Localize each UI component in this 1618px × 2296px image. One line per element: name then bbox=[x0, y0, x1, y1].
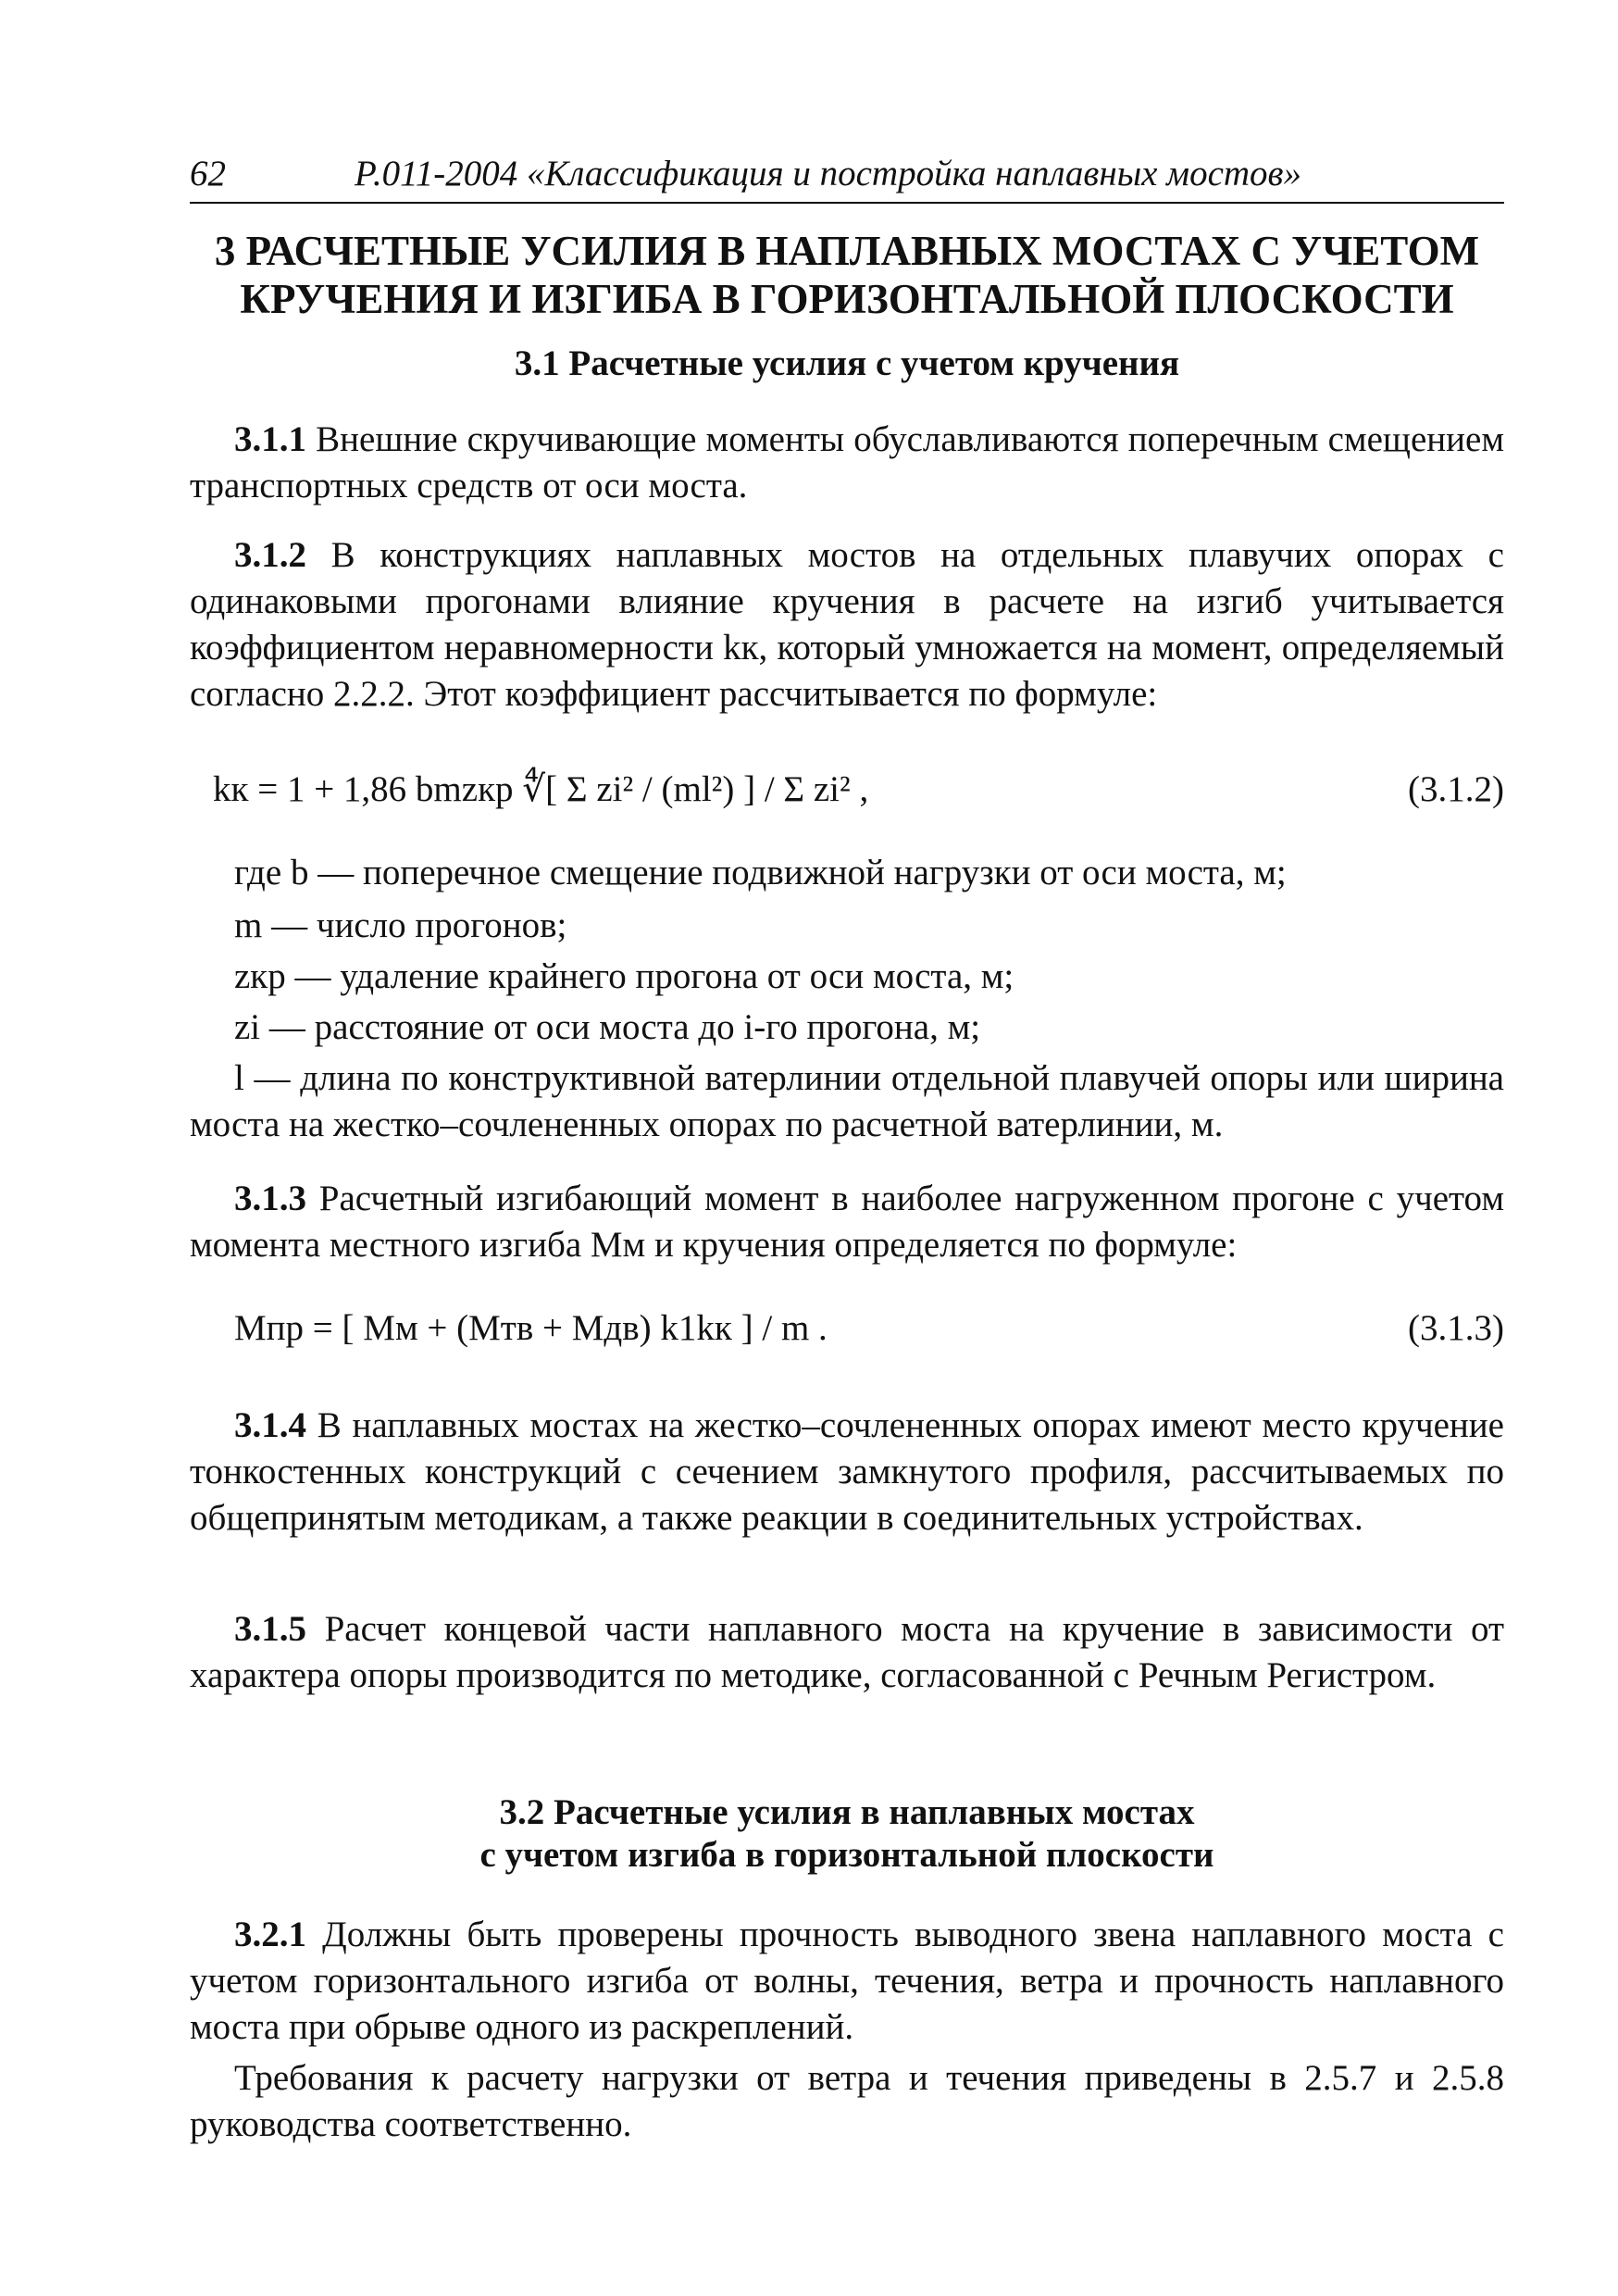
section-3-title-line2: КРУЧЕНИЯ И ИЗГИБА В ГОРИЗОНТАЛЬНОЙ ПЛОСКОСТИ bbox=[240, 276, 1454, 322]
section-3-2-title-line1: 3.2 Расчетные усилия в наплавных мостах bbox=[499, 1792, 1195, 1832]
formula-3-1-3: Mпр = [ Mм + (Mтв + Mдв) k1kк ] / m . bbox=[234, 1308, 828, 1348]
section-3-2-title-line2: с учетом изгиба в горизонтальной плоскости bbox=[479, 1835, 1214, 1875]
section-3-title bbox=[190, 227, 1504, 323]
paragraph-text: Внешние скручивающие моменты обуславливаются поперечным смещением транспортных средств от оси моста. bbox=[190, 419, 1504, 505]
paragraph-number: 3.1.5 bbox=[234, 1609, 306, 1649]
running-header bbox=[190, 146, 1504, 204]
paragraph-3-1-2 bbox=[190, 532, 1504, 718]
paragraph-text: В конструкциях наплавных мостов на отдельных плавучих опорах с одинаковыми прогонами влияние кручения в расчете на изгиб учитывается коэффициентом неравномерности kк, который умножается на момент, определяемый согласно 2.2.2. Этот коэффициент рассчитывается по формуле: bbox=[190, 535, 1504, 714]
section-3-1-title: 3.1 Расчетные усилия с учетом кручения bbox=[514, 343, 1180, 383]
definition-l: l — длина по конструктивной ватерлинии отдельной плавучей опоры или ширина моста на жестко–сочлененных опорах по расчетной ватерлинии, м. bbox=[190, 1058, 1504, 1144]
definition-b: где b — поперечное смещение подвижной нагрузки от оси моста, м; bbox=[234, 853, 1287, 892]
formula-3-1-2: kк = 1 + 1,86 bmzкр ∜[ Σ zi² / (ml²) ] / Σ zi² , bbox=[213, 769, 869, 809]
paragraph-3-2-1 bbox=[190, 1912, 1504, 2051]
definition-zkr: zкр — удаление крайнего прогона от оси моста, м; bbox=[234, 956, 1014, 996]
section-3-title-line1: 3 РАСЧЕТНЫЕ УСИЛИЯ В НАПЛАВНЫХ МОСТАХ С УЧЕТОМ bbox=[214, 228, 1480, 274]
paragraph-number: 3.1.4 bbox=[234, 1405, 306, 1445]
paragraph-3-1-5 bbox=[190, 1606, 1504, 1699]
paragraph-number: 3.2.1 bbox=[234, 1915, 306, 1954]
equation-number-3-1-2: (3.1.2) bbox=[1408, 769, 1504, 809]
paragraph-text: Должны быть проверены прочность выводного звена наплавного моста с учетом горизонтального изгиба от волны, течения, ветра и прочность наплавного моста при обрыве одного из раскреплений. bbox=[190, 1915, 1504, 2047]
page-number: 62 bbox=[190, 154, 226, 193]
paragraph-3-1-3 bbox=[190, 1176, 1504, 1268]
definition-zi: zi — расстояние от оси моста до i-го прогона, м; bbox=[234, 1007, 981, 1047]
equation-number-3-1-3: (3.1.3) bbox=[1408, 1308, 1504, 1348]
paragraph-number: 3.1.3 bbox=[234, 1179, 306, 1218]
paragraph-number: 3.1.1 bbox=[234, 419, 306, 459]
paragraph-text: В наплавных мостах на жестко–сочлененных опорах имеют место кручение тонкостенных конструкций с сечением замкнутого профиля, рассчитываемых по общепринятым методикам, а также реакции в соединительных устройствах. bbox=[190, 1405, 1504, 1538]
section-3-2-title bbox=[190, 1791, 1504, 1877]
paragraph-text: Расчет концевой части наплавного моста на кручение в зависимости от характера опоры производится по методике, согласованной с Речным Регистром. bbox=[190, 1609, 1504, 1695]
paragraph-3-1-4 bbox=[190, 1403, 1504, 1541]
definition-m: m — число прогонов; bbox=[234, 905, 567, 945]
paragraph-requirements: Требования к расчету нагрузки от ветра и течения приведены в 2.5.7 и 2.5.8 руководства соответственно. bbox=[190, 2058, 1504, 2144]
paragraph-3-1-1 bbox=[190, 417, 1504, 509]
running-title: Р.011-2004 «Классификация и постройка наплавных мостов» bbox=[355, 154, 1301, 193]
paragraph-text: Расчетный изгибающий момент в наиболее нагруженном прогоне с учетом момента местного изгиба Mм и кручения определяется по формуле: bbox=[190, 1179, 1504, 1265]
paragraph-number: 3.1.2 bbox=[234, 535, 306, 575]
